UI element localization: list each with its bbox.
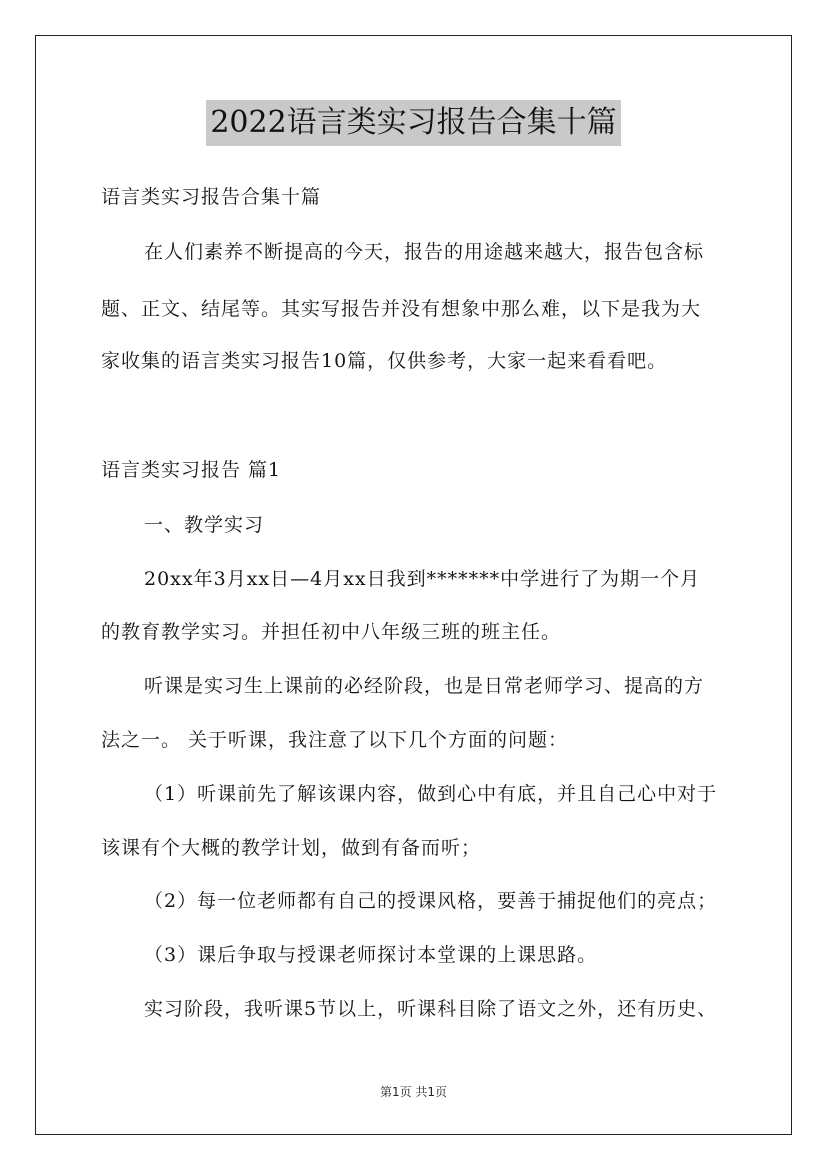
document-title: 2022语言类实习报告合集十篇	[206, 100, 620, 146]
subtitle-line: 语言类实习报告合集十篇	[101, 186, 322, 208]
paragraph-line: 家收集的语言类实习报告10篇，仅供参考，大家一起来看看吧。	[101, 350, 668, 372]
list-item: （1）听课前先了解该课内容，做到心中有底，并且自己心中对于	[144, 783, 718, 805]
paragraph-line: 听课是实习生上课前的必经阶段，也是日常老师学习、提高的方	[144, 675, 705, 697]
subsection-heading: 一、教学实习	[144, 514, 265, 536]
paragraph-line: 在人们素养不断提高的今天，报告的用途越来越大，报告包含标	[144, 241, 705, 263]
paragraph-line: 的教育教学实习。并担任初中八年级三班的班主任。	[101, 621, 562, 643]
list-item: （2）每一位老师都有自己的授课风格，要善于捕捉他们的亮点；	[144, 890, 718, 912]
section-heading: 语言类实习报告 篇1	[101, 459, 282, 481]
paragraph-line: 实习阶段，我听课5节以上，听课科目除了语文之外，还有历史、	[144, 998, 718, 1020]
title-container	[0, 100, 827, 146]
paragraph-line: 法之一。 关于听课，我注意了以下几个方面的问题：	[101, 729, 569, 751]
paragraph-line: 该课有个大概的教学计划，做到有备而听；	[101, 837, 482, 859]
paragraph-line: 20xx年3月xx日—4月xx日我到*******中学进行了为期一个月	[144, 568, 701, 590]
page-footer: 第1页 共1页	[379, 1085, 448, 1099]
paragraph-line: 题、正文、结尾等。其实写报告并没有想象中那么难，以下是我为大	[101, 298, 702, 320]
list-item: （3）课后争取与授课老师探讨本堂课的上课思路。	[144, 944, 598, 966]
